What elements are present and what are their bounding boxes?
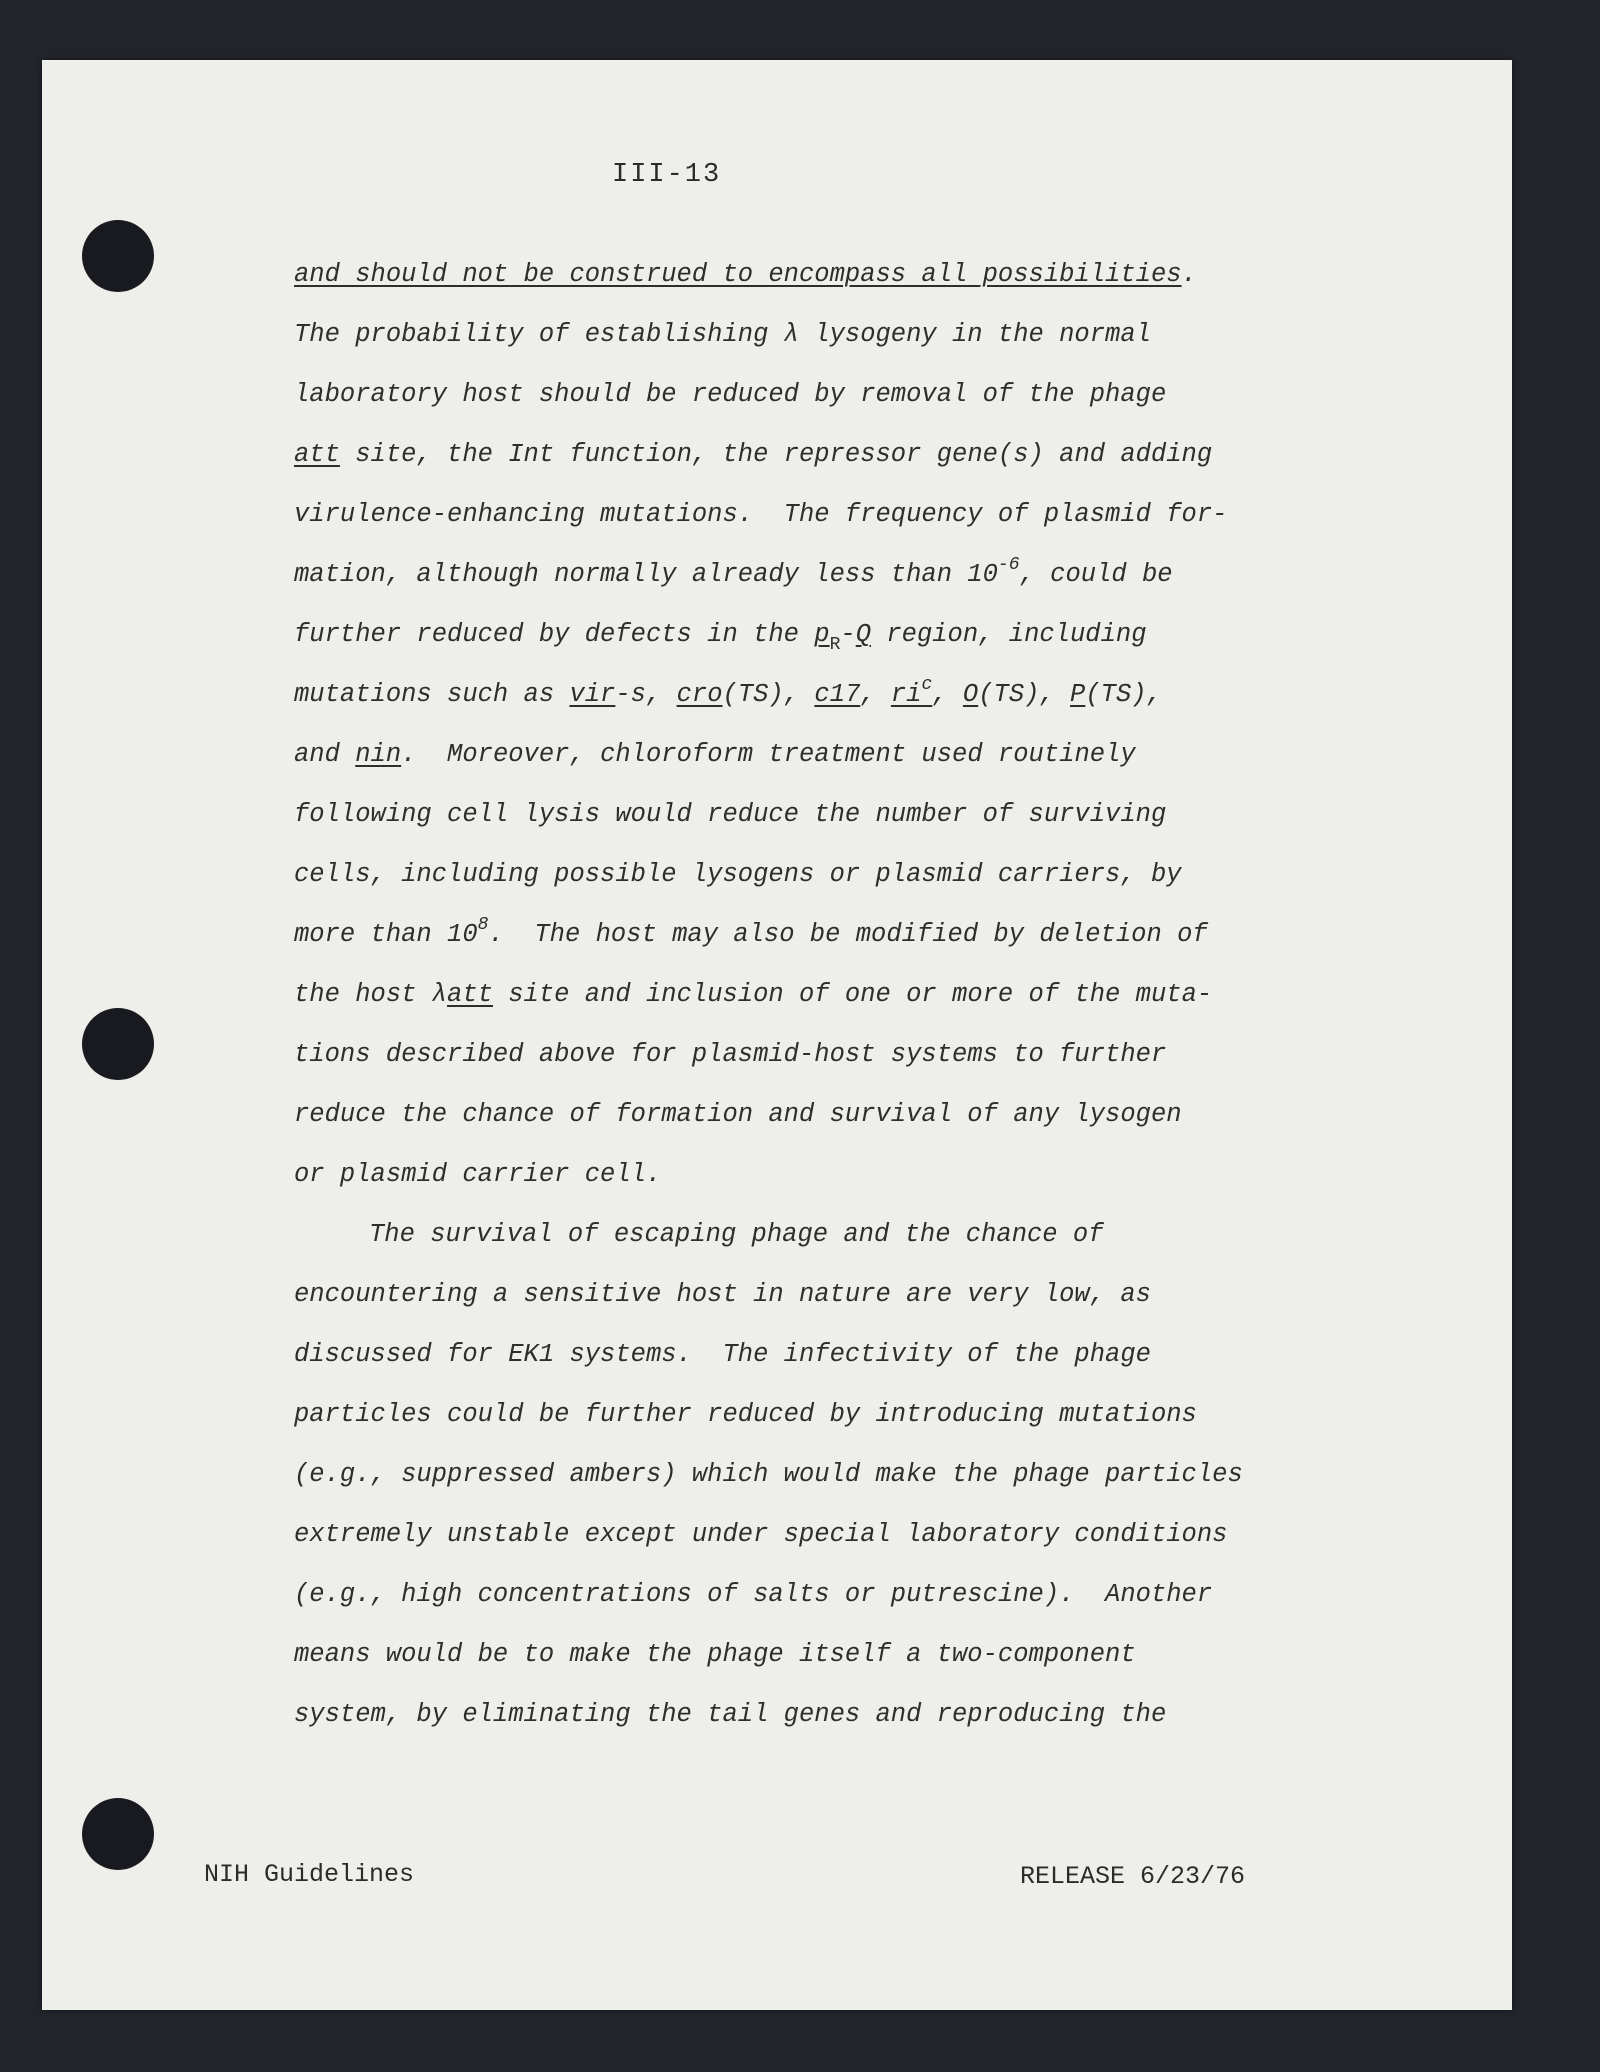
text-line: or plasmid carrier cell. [294,1160,662,1189]
punch-hole-top [82,220,154,292]
text-fragment: . Moreover, chloroform treatment used routinely [401,740,1136,769]
text-fragment: more than 10 [294,920,478,949]
text-line: laboratory host should be reduced by removal of the phage [294,380,1167,409]
text-line [294,245,1294,305]
underlined-term: cro [676,680,723,709]
text-fragment: site, the Int function, the repressor gene(s) and adding [339,440,1213,469]
punch-hole-bottom [82,1798,154,1870]
text-fragment: the host λ [294,980,448,1009]
footer-source: NIH Guidelines [204,1860,415,1889]
text-line: The probability of establishing λ lysogeny in the normal [294,320,1151,349]
text-fragment: mutations such as [294,680,570,709]
subscript: R [829,635,841,655]
text-line: (e.g., suppressed ambers) which would make the phage particles [294,1460,1243,1489]
text-line: encountering a sensitive host in nature are very low, as [294,1280,1151,1309]
text-fragment: , could be [1019,560,1173,589]
text-fragment: (TS), [978,680,1071,709]
underlined-term: P [1070,680,1086,709]
text-line [294,605,1294,665]
punch-hole-middle [82,1008,154,1080]
text-fragment: -s, [615,680,677,709]
text-line [294,905,1294,965]
text-line [294,545,1294,605]
text-fragment: region, including [871,620,1147,649]
text-line: system, by eliminating the tail genes and reproducing the [294,1700,1167,1729]
text-fragment: , [932,680,963,709]
text-line: following cell lysis would reduce the number of surviving [294,800,1167,829]
underlined-term: p [814,620,830,649]
text-line: means would be to make the phage itself a two-component [294,1640,1136,1669]
text-line: extremely unstable except under special laboratory conditions [294,1520,1228,1549]
text-fragment: . [1181,260,1197,289]
text-line [294,425,1294,485]
text-fragment: mation, although normally already less than 10 [294,560,998,589]
underlined-term: att [294,440,340,469]
text-line: The survival of escaping phage and the chance of [369,1220,1104,1249]
text-line: (e.g., high concentrations of salts or putrescine). Another [294,1580,1213,1609]
body-text [294,245,1294,1745]
text-line [294,965,1294,1025]
paper-sheet [42,60,1512,2010]
text-fragment: further reduced by defects in the [294,620,815,649]
text-fragment: (TS), [1085,680,1162,709]
text-line: particles could be further reduced by introducing mutations [294,1400,1197,1429]
underlined-term: ri [890,680,922,709]
text-fragment: - [840,620,856,649]
underlined-term: vir [569,680,616,709]
text-line: reduce the chance of formation and survival of any lysogen [294,1100,1182,1129]
text-fragment: site and inclusion of one or more of the muta- [492,980,1213,1009]
text-fragment: . The host may also be modified by deletion of [488,920,1208,949]
text-line [294,665,1294,725]
footer-release-date: RELEASE 6/23/76 [1020,1862,1246,1891]
text-line: cells, including possible lysogens or plasmid carriers, by [294,860,1182,889]
text-line: tions described above for plasmid-host systems to further [294,1040,1167,1069]
underlined-term: O [962,680,979,709]
exponent: -6 [997,555,1020,575]
underlined-phrase: and should not be construed to encompass all possibilities [294,260,1182,289]
underlined-term: att [447,980,493,1009]
text-line: virulence-enhancing mutations. The frequency of plasmid for- [294,500,1228,529]
text-line: discussed for EK1 systems. The infectivity of the phage [294,1340,1151,1369]
underlined-term: Q [855,620,872,649]
text-fragment: (TS), [722,680,815,709]
text-fragment: , [860,680,891,709]
underlined-term: nin [355,740,402,769]
exponent: 8 [477,915,489,935]
text-line [294,725,1294,785]
text-fragment: and [294,740,356,769]
superscript: c [921,675,933,695]
underlined-term: c17 [814,680,861,709]
page-number: III-13 [612,160,722,190]
